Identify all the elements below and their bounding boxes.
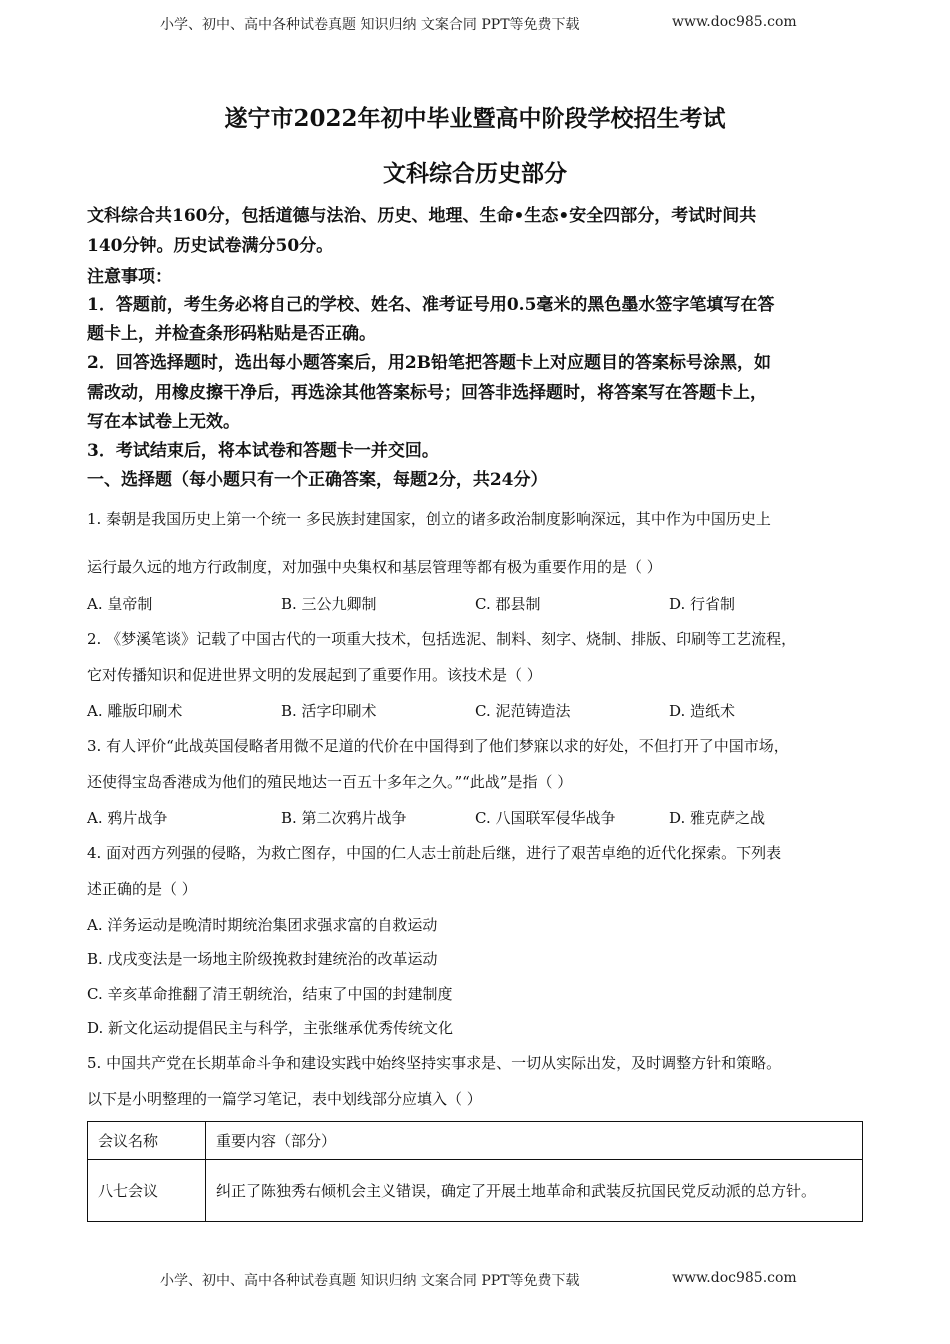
q4-line-2: 述正确的是（ ） — [87, 880, 197, 898]
note-line-1: 1．答题前，考生务必将自己的学校、姓名、准考证号用0.5毫米的黑色墨水签字笔填写在答 — [87, 295, 775, 315]
header-text: 小学、初中、高中各种试卷真题 知识归纳 文案合同 PPT等免费下载 — [160, 17, 580, 33]
footer-text: 小学、初中、高中各种试卷真题 知识归纳 文案合同 PPT等免费下载 — [160, 1273, 580, 1289]
note-line-6: 3．考试结束后，将本试卷和答题卡一并交回。 — [87, 441, 439, 461]
q1-line-2: 运行最久远的地方行政制度，对加强中央集权和基层管理等都有极为重要作用的是（ ） — [87, 558, 662, 576]
q3-option-d[interactable]: D. 雅克萨之战 — [669, 809, 766, 827]
table-cell-meeting: 八七会议 — [88, 1160, 206, 1222]
q4-option-b[interactable]: B. 戊戌变法是一场地主阶级挽救封建统治的改革运动 — [87, 950, 438, 968]
page-subtitle: 文科综合历史部分 — [383, 160, 567, 187]
notes-title: 注意事项： — [87, 267, 172, 287]
q2-line-2: 它对传播知识和促进世界文明的发展起到了重要作用。该技术是（ ） — [87, 666, 542, 684]
q4-option-a[interactable]: A. 洋务运动是晚清时期统治集团求强求富的自救运动 — [87, 916, 438, 934]
q2-option-a[interactable]: A. 雕版印刷术 — [87, 702, 183, 720]
q2-line-1: 2. 《梦溪笔谈》记载了中国古代的一项重大技术，包括选泥、制料、刻字、烧制、排版、印刷等工艺流程， — [87, 630, 797, 648]
table-cell-content: 纠正了陈独秀右倾机会主义错误，确定了开展土地革命和武装反抗国民党反动派的总方针。 — [206, 1160, 863, 1222]
q1-line-1: 1. 秦朝是我国历史上第一个统一 多民族封建国家，创立的诸多政治制度影响深远，其中作为中国历史上 — [87, 510, 771, 528]
q2-option-c[interactable]: C. 泥范铸造法 — [475, 702, 571, 720]
note-line-5: 写在本试卷上无效。 — [87, 412, 240, 432]
q3-line-2: 还使得宝岛香港成为他们的殖民地达一百五十多年之久。”“此战”是指（ ） — [87, 773, 573, 791]
q4-option-c[interactable]: C. 辛亥革命推翻了清王朝统治，结束了中国的封建制度 — [87, 985, 453, 1003]
note-line-4: 需改动，用橡皮擦干净后，再选涂其他答案标号；回答非选择题时，将答案写在答题卡上， — [87, 383, 767, 403]
q4-option-d[interactable]: D. 新文化运动提倡民主与科学，主张继承优秀传统文化 — [87, 1019, 454, 1037]
note-line-3: 2．回答选择题时，选出每小题答案后，用2B铅笔把答题卡上对应题目的答案标号涂黑，如 — [87, 353, 772, 373]
q1-option-b[interactable]: B. 三公九卿制 — [281, 595, 377, 613]
note-line-2: 题卡上，并检查条形码粘贴是否正确。 — [87, 324, 376, 344]
q5-line-2: 以下是小明整理的一篇学习笔记，表中划线部分应填入（ ） — [87, 1090, 482, 1108]
table-header-content: 重要内容（部分） — [206, 1122, 863, 1160]
q2-option-d[interactable]: D. 造纸术 — [669, 702, 736, 720]
q1-option-c[interactable]: C. 郡县制 — [475, 595, 541, 613]
header-url[interactable]: www.doc985.com — [672, 14, 797, 30]
table-header-name: 会议名称 — [88, 1122, 206, 1160]
page-title: 遂宁市2022年初中毕业暨高中阶段学校招生考试 — [224, 105, 726, 132]
q2-option-b[interactable]: B. 活字印刷术 — [281, 702, 377, 720]
q4-line-1: 4. 面对西方列强的侵略，为救亡图存，中国的仁人志士前赴后继，进行了艰苦卓绝的近代化探索。下列表 — [87, 844, 782, 862]
q3-option-a[interactable]: A. 鸦片战争 — [87, 809, 168, 827]
footer-url[interactable]: www.doc985.com — [672, 1270, 797, 1286]
meeting-table — [87, 1121, 863, 1222]
q3-option-b[interactable]: B. 第二次鸦片战争 — [281, 809, 407, 827]
q3-line-1: 3. 有人评价“此战英国侵略者用微不足道的代价在中国得到了他们梦寐以求的好处，不但打开了中国市场， — [87, 737, 789, 755]
intro-line-2: 140分钟。历史试卷满分50分。 — [87, 236, 334, 256]
section-heading: 一、选择题（每小题只有一个正确答案，每题2分，共24分） — [87, 470, 548, 490]
q3-option-c[interactable]: C. 八国联军侵华战争 — [475, 809, 616, 827]
q5-line-1: 5. 中国共产党在长期革命斗争和建设实践中始终坚持实事求是、一切从实际出发，及时调整方针和策略。 — [87, 1054, 782, 1072]
q1-option-d[interactable]: D. 行省制 — [669, 595, 736, 613]
intro-line-1: 文科综合共160分，包括道德与法治、历史、地理、生命•生态•安全四部分，考试时间共 — [87, 206, 757, 226]
q1-option-a[interactable]: A. 皇帝制 — [87, 595, 153, 613]
